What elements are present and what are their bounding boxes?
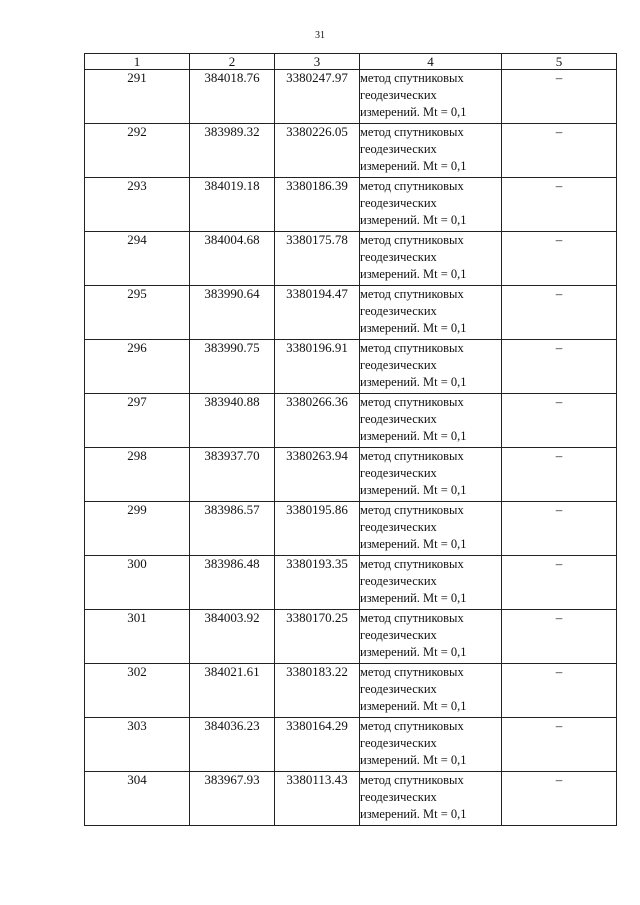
point-number-cell: 296 [85,340,190,394]
method-line: геодезических [360,466,437,480]
method-line: геодезических [360,358,437,372]
method-line: геодезических [360,142,437,156]
y-coordinate-cell: 3380195.86 [275,502,360,556]
method-line: геодезических [360,520,437,534]
method-line: измерений. Mt = 0,1 [360,267,467,281]
y-coordinate-cell: 3380113.43 [275,772,360,826]
note-cell: – [502,178,617,232]
x-coordinate-cell: 383990.75 [190,340,275,394]
note-cell: – [502,70,617,124]
method-line: метод спутниковых [360,179,464,193]
table-row [85,664,617,718]
point-number-cell: 293 [85,178,190,232]
method-line: измерений. Mt = 0,1 [360,429,467,443]
method-line: метод спутниковых [360,773,464,787]
point-number-cell: 298 [85,448,190,502]
note-cell: – [502,448,617,502]
method-cell [360,394,502,448]
point-number-cell: 295 [85,286,190,340]
note-cell: – [502,664,617,718]
table-row [85,502,617,556]
table-row [85,448,617,502]
header-row [85,54,617,70]
table-row [85,178,617,232]
x-coordinate-cell: 384036.23 [190,718,275,772]
point-number-cell: 300 [85,556,190,610]
method-line: измерений. Mt = 0,1 [360,321,467,335]
method-cell [360,718,502,772]
y-coordinate-cell: 3380183.22 [275,664,360,718]
table-row [85,610,617,664]
y-coordinate-cell: 3380247.97 [275,70,360,124]
point-number-cell: 292 [85,124,190,178]
method-line: измерений. Mt = 0,1 [360,645,467,659]
page-number: 31 [315,30,325,41]
method-line: измерений. Mt = 0,1 [360,159,467,173]
method-line: метод спутниковых [360,503,464,517]
method-line: измерений. Mt = 0,1 [360,483,467,497]
table-body [85,70,617,826]
note-cell: – [502,286,617,340]
point-number-cell: 303 [85,718,190,772]
table-header [85,54,617,70]
method-cell [360,70,502,124]
note-cell: – [502,772,617,826]
y-coordinate-cell: 3380266.36 [275,394,360,448]
x-coordinate-cell: 384003.92 [190,610,275,664]
method-line: метод спутниковых [360,449,464,463]
method-line: измерений. Mt = 0,1 [360,807,467,821]
method-line: геодезических [360,736,437,750]
header-cell-2: 2 [190,54,275,70]
method-line: метод спутниковых [360,71,464,85]
point-number-cell: 304 [85,772,190,826]
method-line: метод спутниковых [360,665,464,679]
method-line: измерений. Mt = 0,1 [360,753,467,767]
table-row [85,718,617,772]
x-coordinate-cell: 383986.57 [190,502,275,556]
header-cell-4: 4 [360,54,502,70]
method-line: измерений. Mt = 0,1 [360,699,467,713]
x-coordinate-cell: 383986.48 [190,556,275,610]
point-number-cell: 291 [85,70,190,124]
method-cell [360,340,502,394]
y-coordinate-cell: 3380193.35 [275,556,360,610]
table-row [85,772,617,826]
coordinates-table [84,53,617,826]
note-cell: – [502,232,617,286]
note-cell: – [502,718,617,772]
y-coordinate-cell: 3380226.05 [275,124,360,178]
point-number-cell: 299 [85,502,190,556]
header-cell-1: 1 [85,54,190,70]
x-coordinate-cell: 383990.64 [190,286,275,340]
y-coordinate-cell: 3380263.94 [275,448,360,502]
table-row [85,556,617,610]
y-coordinate-cell: 3380196.91 [275,340,360,394]
method-line: геодезических [360,88,437,102]
method-line: геодезических [360,682,437,696]
method-line: геодезических [360,304,437,318]
y-coordinate-cell: 3380194.47 [275,286,360,340]
method-cell [360,232,502,286]
note-cell: – [502,556,617,610]
method-line: геодезических [360,250,437,264]
method-cell [360,124,502,178]
x-coordinate-cell: 383937.70 [190,448,275,502]
y-coordinate-cell: 3380175.78 [275,232,360,286]
method-cell [360,286,502,340]
method-line: геодезических [360,196,437,210]
method-line: метод спутниковых [360,233,464,247]
method-line: измерений. Mt = 0,1 [360,213,467,227]
x-coordinate-cell: 383989.32 [190,124,275,178]
method-line: геодезических [360,628,437,642]
method-line: измерений. Mt = 0,1 [360,537,467,551]
method-line: метод спутниковых [360,341,464,355]
x-coordinate-cell: 384004.68 [190,232,275,286]
method-line: метод спутниковых [360,287,464,301]
y-coordinate-cell: 3380164.29 [275,718,360,772]
method-line: измерений. Mt = 0,1 [360,375,467,389]
point-number-cell: 301 [85,610,190,664]
method-cell [360,772,502,826]
method-cell [360,178,502,232]
method-line: метод спутниковых [360,395,464,409]
method-line: измерений. Mt = 0,1 [360,591,467,605]
table-row [85,70,617,124]
method-line: метод спутниковых [360,611,464,625]
method-line: геодезических [360,412,437,426]
y-coordinate-cell: 3380186.39 [275,178,360,232]
table-row [85,340,617,394]
method-cell [360,664,502,718]
x-coordinate-cell: 384019.18 [190,178,275,232]
note-cell: – [502,340,617,394]
y-coordinate-cell: 3380170.25 [275,610,360,664]
x-coordinate-cell: 383940.88 [190,394,275,448]
table-row [85,232,617,286]
method-cell [360,610,502,664]
point-number-cell: 297 [85,394,190,448]
method-cell [360,502,502,556]
method-cell [360,448,502,502]
x-coordinate-cell: 384018.76 [190,70,275,124]
method-cell [360,556,502,610]
method-line: метод спутниковых [360,719,464,733]
method-line: метод спутниковых [360,557,464,571]
note-cell: – [502,502,617,556]
note-cell: – [502,610,617,664]
method-line: геодезических [360,574,437,588]
note-cell: – [502,124,617,178]
note-cell: – [502,394,617,448]
header-cell-5: 5 [502,54,617,70]
point-number-cell: 294 [85,232,190,286]
method-line: измерений. Mt = 0,1 [360,105,467,119]
x-coordinate-cell: 383967.93 [190,772,275,826]
point-number-cell: 302 [85,664,190,718]
method-line: геодезических [360,790,437,804]
table-row [85,124,617,178]
table-row [85,286,617,340]
header-cell-3: 3 [275,54,360,70]
x-coordinate-cell: 384021.61 [190,664,275,718]
method-line: метод спутниковых [360,125,464,139]
table-row [85,394,617,448]
